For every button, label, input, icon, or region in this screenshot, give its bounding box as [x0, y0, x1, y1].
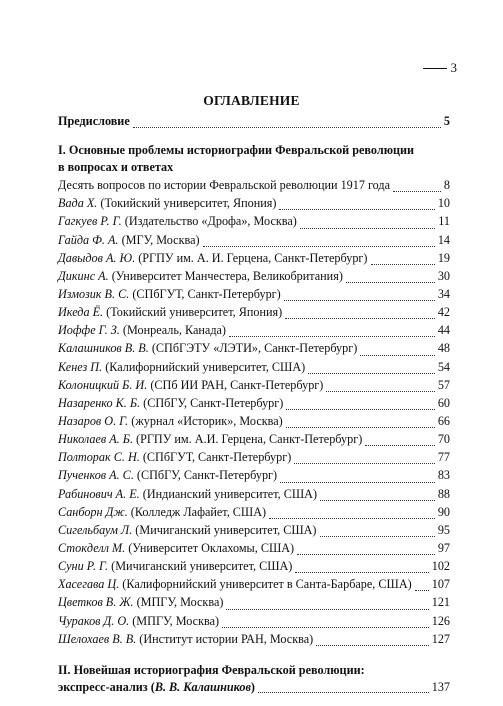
toc-entry-label	[58, 287, 281, 302]
toc-entry-label	[58, 323, 226, 338]
author-name: Санборн Дж.	[58, 504, 128, 519]
author-name: Измозик В. С.	[58, 286, 130, 301]
section-2-suffix: )	[250, 679, 255, 694]
toc-entry-label	[58, 523, 317, 538]
dot-leader	[297, 553, 435, 555]
toc-entry-label	[58, 269, 343, 284]
author-affiliation: (СПбГУ, Санкт-Петербург)	[140, 395, 284, 410]
toc-entry-page: 44	[437, 323, 450, 338]
dot-leader	[229, 335, 435, 337]
author-name: Николаев А. Б.	[58, 432, 133, 447]
toc-entry-page: 34	[437, 286, 450, 301]
section-1-heading[interactable]	[58, 142, 450, 176]
author-name: Хасегава Ц.	[58, 577, 120, 592]
toc-entry-page: 11	[438, 214, 450, 229]
toc-entry[interactable]	[58, 559, 450, 577]
toc-entry-intro[interactable]	[58, 178, 450, 196]
toc-entry-page: 107	[431, 577, 450, 592]
page-number-rule	[423, 68, 447, 69]
toc-entry[interactable]	[58, 233, 450, 251]
author-affiliation: (Калифорнийский университет в Санта-Барбаре, США)	[119, 577, 412, 592]
author-name: Пученков А. С.	[58, 468, 134, 483]
author-affiliation: (Индианский университет, США)	[139, 486, 318, 501]
toc-entry[interactable]	[58, 396, 450, 414]
section-2-author: В. В. Калашников	[154, 679, 251, 694]
author-affiliation: (Токийский университет, Япония)	[103, 305, 283, 320]
toc-entry-page: 5	[443, 114, 450, 128]
dot-leader	[294, 462, 435, 464]
author-affiliation: (Калифорнийский университет, США)	[102, 359, 306, 374]
toc-entry-page: 83	[437, 468, 450, 483]
author-name: Сигельбаум Л.	[58, 522, 133, 537]
toc-entry-page: 88	[437, 486, 450, 501]
dot-leader	[258, 691, 429, 693]
author-affiliation: (МГУ, Москва)	[118, 232, 200, 247]
toc-entry-page: 8	[443, 178, 450, 193]
dot-leader	[203, 245, 435, 247]
toc-entry-page: 121	[431, 595, 450, 610]
author-affiliation: (Мичиганский университет, США)	[108, 559, 293, 574]
toc-entry[interactable]	[58, 468, 450, 486]
toc-title: ОГЛАВЛЕНИЕ	[203, 93, 300, 108]
toc-entry-label	[58, 414, 283, 429]
toc-entry-page: 10	[437, 196, 450, 211]
toc-entry-label	[58, 559, 292, 574]
toc-entry[interactable]	[58, 577, 450, 595]
author-name: Давыдов А. Ю.	[58, 250, 136, 265]
author-name: Дикинс А.	[58, 268, 109, 283]
toc-entry-label	[58, 378, 323, 393]
author-name: Рабинович А. Е.	[58, 486, 140, 501]
toc-entry[interactable]	[58, 196, 450, 214]
author-affiliation: (СПбГУТ, Санкт-Петербург)	[139, 450, 292, 465]
toc-entry-page: 127	[431, 631, 450, 646]
section-2-heading-line-1: II. Новейшая историография Февральской революции:	[58, 662, 365, 677]
toc-entry-page: 90	[437, 504, 450, 519]
author-name: Кенез П.	[58, 359, 103, 374]
toc-entry-page: 48	[437, 341, 450, 356]
author-affiliation: (МПГУ, Москва)	[129, 613, 220, 628]
author-affiliation: (Колледж Лафайет, США)	[127, 504, 267, 519]
dot-leader	[279, 208, 434, 210]
toc-entry[interactable]	[58, 432, 450, 450]
dot-leader	[320, 535, 435, 537]
author-affiliation: (СПбГУТ, Санкт-Петербург)	[129, 286, 281, 301]
section-2-heading-text	[58, 679, 255, 696]
section-2-heading[interactable]	[58, 662, 450, 697]
dot-leader	[346, 281, 435, 283]
toc-entry[interactable]	[58, 360, 450, 378]
toc-entry-label	[58, 468, 277, 483]
toc-entry-label	[58, 614, 219, 629]
section-2-prefix: экспресс-анализ (	[58, 679, 155, 694]
toc-entry-page: 70	[437, 432, 450, 447]
dot-leader	[286, 408, 434, 410]
author-affiliation: (СПбГУ, Санкт-Петербург)	[133, 468, 278, 483]
author-name: Шелохаев В. В.	[58, 631, 137, 646]
toc-entry-label	[58, 450, 291, 465]
section-1-heading-line-2: в вопросах и ответах	[58, 160, 174, 175]
dot-leader	[308, 372, 435, 374]
toc-entry[interactable]	[58, 523, 450, 541]
toc-entry[interactable]	[58, 505, 450, 523]
toc-entry-page: 137	[431, 679, 450, 694]
section-2-heading-line-2	[58, 679, 450, 697]
dot-leader	[222, 626, 429, 628]
author-affiliation: (Издательство «Дрофа», Москва)	[121, 214, 297, 229]
dot-leader	[280, 481, 435, 483]
toc-entry[interactable]	[58, 614, 450, 632]
section-1-heading-line-1: I. Основные проблемы историографии Февральской революции	[58, 143, 415, 158]
toc-entry-page: 30	[437, 268, 450, 283]
toc-entry[interactable]	[58, 341, 450, 359]
toc-entry-label	[58, 505, 266, 520]
toc-entry-label	[58, 595, 223, 610]
toc-entry[interactable]	[58, 595, 450, 613]
toc-entry-label	[58, 233, 200, 248]
toc-entry[interactable]	[58, 305, 450, 323]
table-of-contents	[58, 114, 450, 699]
toc-entry-label	[58, 341, 357, 356]
toc-entry-label	[58, 541, 294, 556]
author-affiliation: (СПб ИИ РАН, Санкт-Петербург)	[147, 377, 324, 392]
toc-entry-label	[58, 432, 362, 447]
dot-leader	[371, 263, 435, 265]
dot-leader	[360, 354, 435, 356]
dot-leader	[285, 317, 435, 319]
toc-entry[interactable]	[58, 251, 450, 269]
author-affiliation: (Монреаль, Канада)	[119, 323, 226, 338]
toc-entry-label	[58, 251, 368, 266]
toc-entry-page: 60	[437, 395, 450, 410]
dot-leader	[365, 444, 435, 446]
author-name: Гайда Ф. А.	[58, 232, 119, 247]
dot-leader	[284, 299, 435, 301]
toc-entry[interactable]	[58, 487, 450, 505]
toc-entry[interactable]	[58, 541, 450, 559]
dot-leader	[286, 426, 435, 428]
toc-entry-page: 42	[437, 305, 450, 320]
toc-entry-preface[interactable]	[58, 114, 450, 132]
dot-leader	[300, 227, 435, 229]
toc-entry-page: 14	[437, 232, 450, 247]
page-number	[423, 60, 458, 76]
toc-entry-page: 66	[437, 413, 450, 428]
toc-entry-page: 77	[437, 450, 450, 465]
author-affiliation: (МПГУ, Москва)	[133, 595, 224, 610]
author-affiliation: (Мичиганский университет, США)	[132, 522, 317, 537]
toc-entry-label	[58, 632, 313, 647]
toc-entry-label	[58, 577, 412, 592]
author-name: Вада Х.	[58, 196, 98, 211]
author-name: Колоницкий Б. И.	[58, 377, 148, 392]
toc-entry[interactable]	[58, 214, 450, 232]
toc-entry-label: Предисловие	[58, 114, 130, 128]
author-name: Калашников В. В.	[58, 341, 149, 356]
author-affiliation: (Институт истории РАН, Москва)	[136, 631, 314, 646]
author-name: Иоффе Г. З.	[58, 323, 120, 338]
toc-entry-page: 57	[437, 377, 450, 392]
author-name: Суни Р. Г.	[58, 559, 109, 574]
author-affiliation: (журнал «Историк», Москва)	[128, 413, 283, 428]
dot-leader	[393, 190, 441, 192]
toc-entry[interactable]	[58, 450, 450, 468]
dot-leader	[295, 571, 428, 573]
toc-entry-label: Десять вопросов по истории Февральской революции 1917 года	[58, 178, 391, 193]
dot-leader	[133, 126, 441, 128]
author-affiliation: (Токийский университет, Япония)	[97, 196, 277, 211]
author-affiliation: (РГПУ им. А. И. Герцена, Санкт-Петербург)	[135, 250, 368, 265]
toc-entry-label	[58, 396, 283, 411]
toc-entry-label	[58, 360, 305, 375]
author-affiliation: (РГПУ им. А.И. Герцена, Санкт-Петербург)	[133, 432, 363, 447]
author-affiliation: (Университет Оклахомы, США)	[125, 540, 295, 555]
toc-entry-label	[58, 487, 317, 502]
dot-leader	[320, 499, 435, 501]
toc-entry[interactable]	[58, 269, 450, 287]
toc-entry-list	[58, 196, 450, 650]
author-affiliation: (Университет Манчестера, Великобритания)	[108, 268, 343, 283]
toc-entry-page: 54	[437, 359, 450, 374]
author-name: Полторак С. Н.	[58, 450, 140, 465]
toc-entry-page: 97	[437, 540, 450, 555]
toc-entry-label	[58, 305, 282, 320]
toc-entry[interactable]	[58, 414, 450, 432]
toc-entry[interactable]	[58, 378, 450, 396]
dot-leader	[316, 644, 429, 646]
toc-entry-page: 102	[431, 559, 450, 574]
dot-leader	[226, 608, 428, 610]
toc-entry[interactable]	[58, 287, 450, 305]
page-number-value: 3	[450, 60, 457, 75]
author-affiliation: (СПбГЭТУ «ЛЭТИ», Санкт-Петербург)	[148, 341, 358, 356]
toc-entry[interactable]	[58, 632, 450, 650]
toc-entry-label	[58, 196, 276, 211]
toc-entry-page: 19	[437, 250, 450, 265]
toc-entry[interactable]	[58, 323, 450, 341]
author-name: Икеда Ё.	[58, 305, 104, 320]
dot-leader	[269, 517, 435, 519]
toc-entry-label	[58, 214, 297, 229]
author-name: Назаров О. Г.	[58, 413, 129, 428]
toc-entry-page: 95	[437, 522, 450, 537]
author-name: Цветков В. Ж.	[58, 595, 134, 610]
dot-leader	[326, 390, 434, 392]
author-name: Гагкуев Р. Г.	[58, 214, 122, 229]
toc-entry-page: 126	[431, 613, 450, 628]
author-name: Чураков Д. О.	[58, 613, 130, 628]
author-name: Назаренко К. Б.	[58, 395, 141, 410]
dot-leader	[415, 589, 429, 591]
author-name: Стокделл М.	[58, 540, 126, 555]
